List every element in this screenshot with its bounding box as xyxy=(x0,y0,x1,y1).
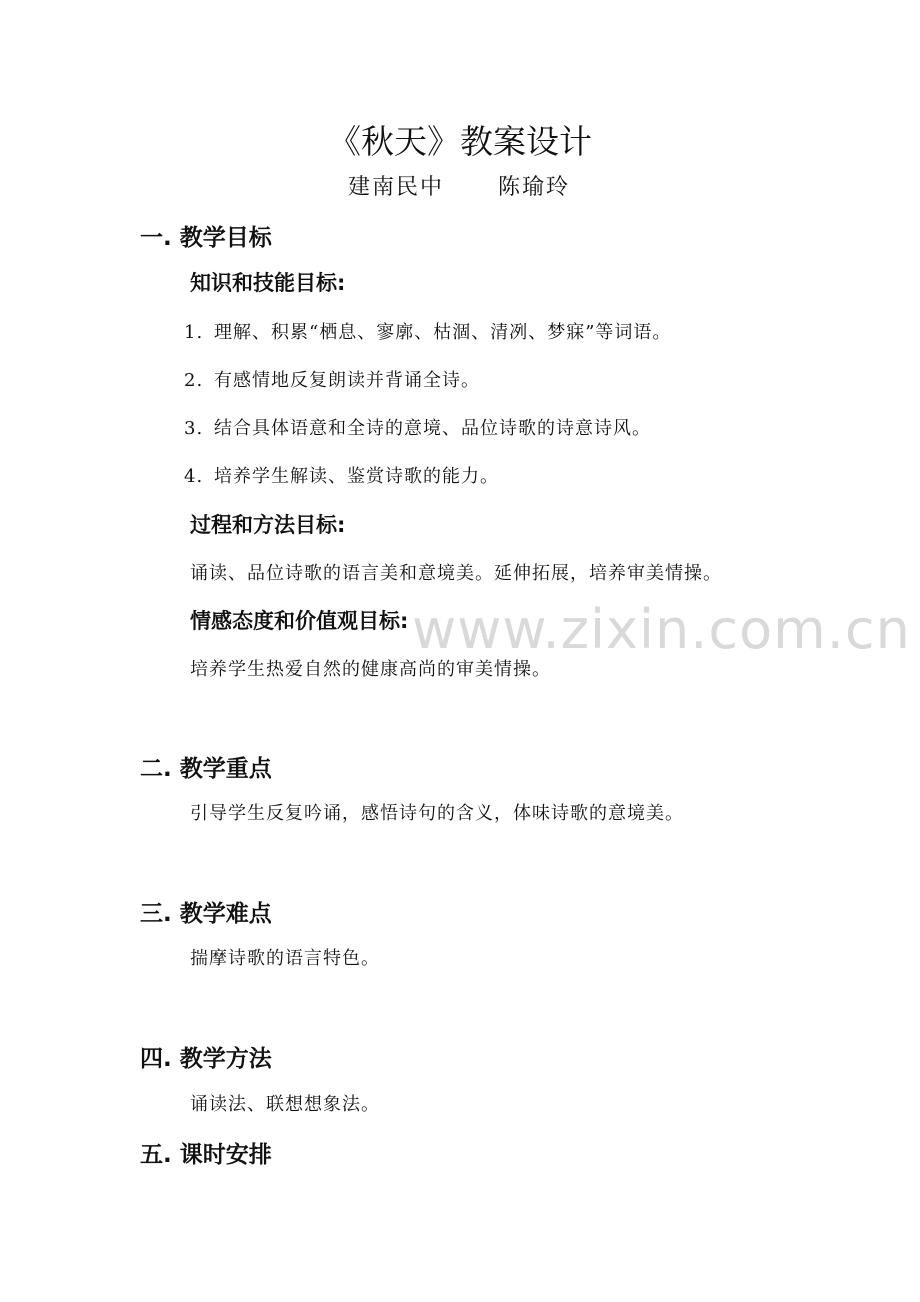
watermark-text: www.zixin.com.cn xyxy=(412,598,911,661)
school-name: 建南民中 xyxy=(348,175,445,200)
paragraph-difficulties: 揣摩诗歌的语言特色。 xyxy=(190,948,380,969)
list-item-text: 理解、积累“栖息、寥廓、枯涸、清冽、梦寐”等词语。 xyxy=(214,322,672,343)
list-item-number: 1. xyxy=(184,322,204,343)
section-heading-schedule: 五. 课时安排 xyxy=(140,1142,272,1168)
document-title: 《秋天》教案设计 xyxy=(328,122,592,161)
list-item-number: 4. xyxy=(184,466,204,487)
subheading-process-methods: 过程和方法目标: xyxy=(190,513,346,537)
list-item xyxy=(184,366,480,392)
paragraph-methods: 诵读法、联想想象法。 xyxy=(190,1094,380,1115)
list-item-text: 培养学生解读、鉴赏诗歌的能力。 xyxy=(214,466,499,487)
list-item-text: 结合具体语意和全诗的意境、品位诗歌的诗意诗风。 xyxy=(214,418,651,439)
paragraph-key-points: 引导学生反复吟诵，感悟诗句的含义，体味诗歌的意境美。 xyxy=(190,803,684,824)
section-heading-difficulties: 三. 教学难点 xyxy=(140,901,272,927)
list-item xyxy=(184,318,671,344)
list-item-text: 有感情地反复朗读并背诵全诗。 xyxy=(214,370,480,391)
subheading-knowledge-skills: 知识和技能目标: xyxy=(190,271,346,295)
list-item xyxy=(184,462,499,488)
section-heading-key-points: 二. 教学重点 xyxy=(140,756,272,782)
author-name: 陈瑜玲 xyxy=(498,175,571,200)
list-item-number: 2. xyxy=(184,370,204,391)
section-heading-objectives: 一. 教学目标 xyxy=(140,225,272,251)
subheading-emotion-values: 情感态度和价值观目标: xyxy=(190,609,409,633)
list-item-number: 3. xyxy=(184,418,204,439)
list-item xyxy=(184,414,651,440)
paragraph-process-methods: 诵读、品位诗歌的语言美和意境美。延伸拓展，培养审美情操。 xyxy=(190,563,722,584)
paragraph-emotion-values: 培养学生热爱自然的健康高尚的审美情操。 xyxy=(190,659,551,680)
section-heading-methods: 四. 教学方法 xyxy=(140,1046,272,1072)
